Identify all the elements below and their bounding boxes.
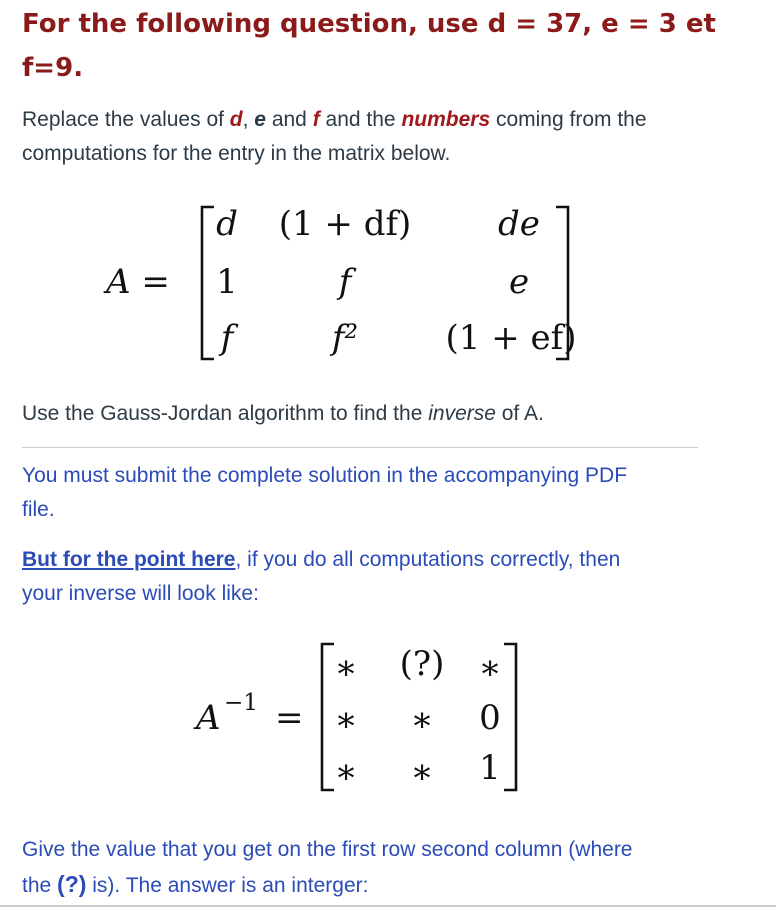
divider <box>22 447 698 448</box>
intro-text: , <box>242 108 255 131</box>
point-line-2: your inverse will look like: <box>22 582 259 605</box>
heading-line-2: f=9. <box>22 53 84 83</box>
inverse-cell: ∗ <box>410 752 434 792</box>
matrix-a-cell: 1 <box>216 262 238 302</box>
matrix-a-cell: (1 + ef) <box>445 318 577 358</box>
inverse-lhs: A <box>196 698 221 738</box>
gauss-jordan-instruction <box>22 397 742 431</box>
inverse-cell: ∗ <box>334 700 358 740</box>
intro-text: Replace the values of <box>22 108 230 131</box>
point-link[interactable]: But for the point here <box>22 548 236 571</box>
numbers-emphasis: numbers <box>401 108 491 131</box>
submit-line-2: file. <box>22 498 55 521</box>
matrix-a-cell: e <box>508 262 530 302</box>
intro-line-2: computations for the entry in the matrix below. <box>22 142 451 165</box>
point-text: , if you do all computations correctly, then <box>235 548 621 571</box>
question-line-1: Give the value that you get on the first row second column (where <box>22 838 633 861</box>
matrix-a-cell: d <box>216 204 238 244</box>
matrix-a-lhs: A = <box>106 262 170 302</box>
matrix-a-cell: f <box>338 262 352 302</box>
point-notice <box>22 543 742 611</box>
inverse-exponent: −1 <box>224 690 258 716</box>
intro-paragraph <box>22 103 742 171</box>
matrix-a-cell: (1 + df) <box>278 204 412 244</box>
submit-line-1: You must submit the complete solution in the accompanying PDF <box>22 464 628 487</box>
matrix-a-cell: f² <box>331 318 359 358</box>
question-mark-symbol: (?) <box>57 871 87 897</box>
question-text: the <box>22 874 58 897</box>
final-question <box>22 833 742 903</box>
inverse-cell: 0 <box>479 698 501 738</box>
inverse-equals: = <box>275 698 304 738</box>
gauss-text: of A. <box>495 402 544 425</box>
intro-text: and <box>265 108 313 131</box>
inverse-cell: 1 <box>479 748 501 788</box>
intro-text: coming from the <box>490 108 647 131</box>
inverse-target-cell: (?) <box>399 644 445 684</box>
gauss-text: Use the Gauss-Jordan algorithm to find the <box>22 402 429 425</box>
bottom-border <box>0 905 776 907</box>
submit-notice <box>22 459 742 527</box>
intro-text: and the <box>319 108 402 131</box>
inverse-cell: ∗ <box>478 648 502 688</box>
inverse-emphasis: inverse <box>428 402 496 425</box>
question-text: is). The answer is an interger: <box>86 874 369 897</box>
matrix-a-cell: de <box>498 204 540 244</box>
inverse-cell: ∗ <box>410 700 434 740</box>
inverse-cell: ∗ <box>334 648 358 688</box>
var-d: d <box>229 108 243 131</box>
var-e: e <box>254 108 266 131</box>
heading-line-1: For the following question, use d = 37, e = 3 et <box>22 9 716 39</box>
var-f: f <box>312 108 320 131</box>
inverse-cell: ∗ <box>334 752 358 792</box>
question-heading <box>22 2 752 90</box>
matrix-a-cell: f <box>220 318 234 358</box>
